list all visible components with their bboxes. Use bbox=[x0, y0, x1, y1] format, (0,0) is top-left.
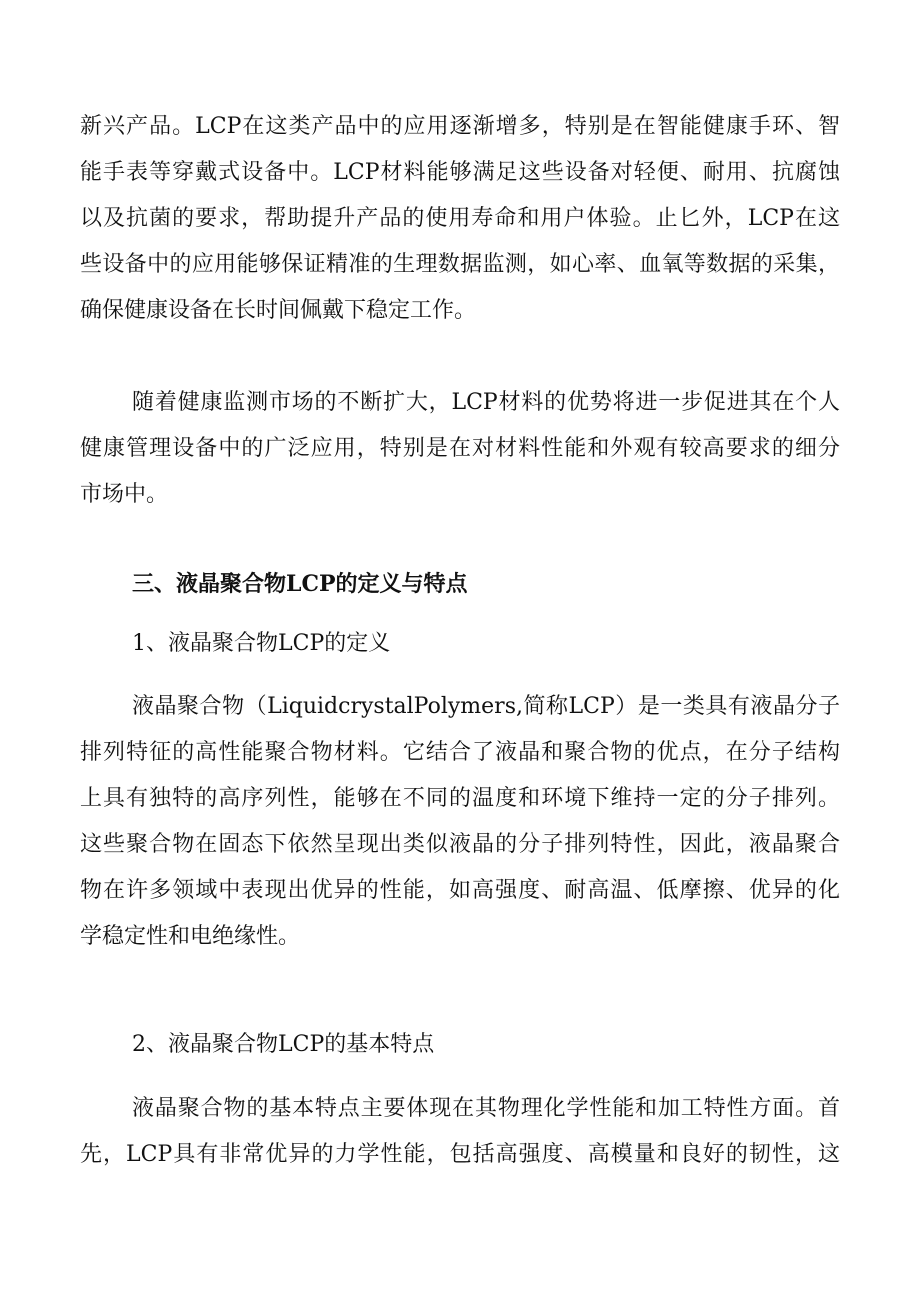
paragraph-line: 物在许多领域中表现出优异的性能，如高强度、耐高温、低摩擦、优异的化 bbox=[80, 878, 840, 903]
paragraph-line: 液晶聚合物的基本特点主要体现在其物理化学性能和加工特性方面。首 bbox=[132, 1096, 840, 1121]
paragraph-line: 新兴产品。LCP在这类产品中的应用逐渐增多，特别是在智能健康手环、智 bbox=[80, 114, 840, 139]
paragraph-line: 学稳定性和电绝缘性。 bbox=[80, 924, 301, 949]
subsection-heading-definition: 1、液晶聚合物LCP的定义 bbox=[132, 631, 391, 656]
paragraph-health-market bbox=[80, 380, 840, 518]
paragraph-line: 能手表等穿戴式设备中。LCP材料能够满足这些设备对轻便、耐用、抗腐蚀 bbox=[80, 160, 840, 185]
paragraph-line: 以及抗菌的要求，帮助提升产品的使用寿命和用户体验。止匕外，LCP在这 bbox=[80, 206, 840, 231]
paragraph-lcp-characteristics bbox=[80, 1086, 840, 1178]
paragraph-lcp-definition bbox=[80, 684, 840, 960]
subsection-heading-characteristics: 2、液晶聚合物LCP的基本特点 bbox=[132, 1032, 435, 1057]
section-heading: 三、液晶聚合物LCP的定义与特点 bbox=[132, 571, 468, 597]
paragraph-line: 市场中。 bbox=[80, 482, 169, 507]
paragraph-line: 确保健康设备在长时间佩戴下稳定工作。 bbox=[80, 298, 477, 323]
paragraph-line: 健康管理设备中的广泛应用，特别是在对材料性能和外观有较高要求的细分 bbox=[80, 436, 840, 461]
paragraph-line: 液晶聚合物（LiquidcrystalPolymers,简称LCP）是一类具有液晶分子 bbox=[132, 694, 840, 719]
paragraph-line: 这些聚合物在固态下依然呈现出类似液晶的分子排列特性，因此，液晶聚合 bbox=[80, 832, 840, 857]
paragraph-line: 些设备中的应用能够保证精准的生理数据监测，如心率、血氧等数据的采集， bbox=[80, 252, 840, 277]
paragraph-line: 排列特征的高性能聚合物材料。它结合了液晶和聚合物的优点，在分子结构 bbox=[80, 740, 840, 765]
paragraph-wearable-devices bbox=[80, 104, 840, 334]
paragraph-line: 随着健康监测市场的不断扩大，LCP材料的优势将进一步促进其在个人 bbox=[132, 390, 840, 415]
paragraph-line: 先，LCP具有非常优异的力学性能，包括高强度、高模量和良好的韧性，这 bbox=[80, 1142, 840, 1167]
paragraph-line: 上具有独特的高序列性，能够在不同的温度和环境下维持一定的分子排列。 bbox=[80, 786, 840, 811]
